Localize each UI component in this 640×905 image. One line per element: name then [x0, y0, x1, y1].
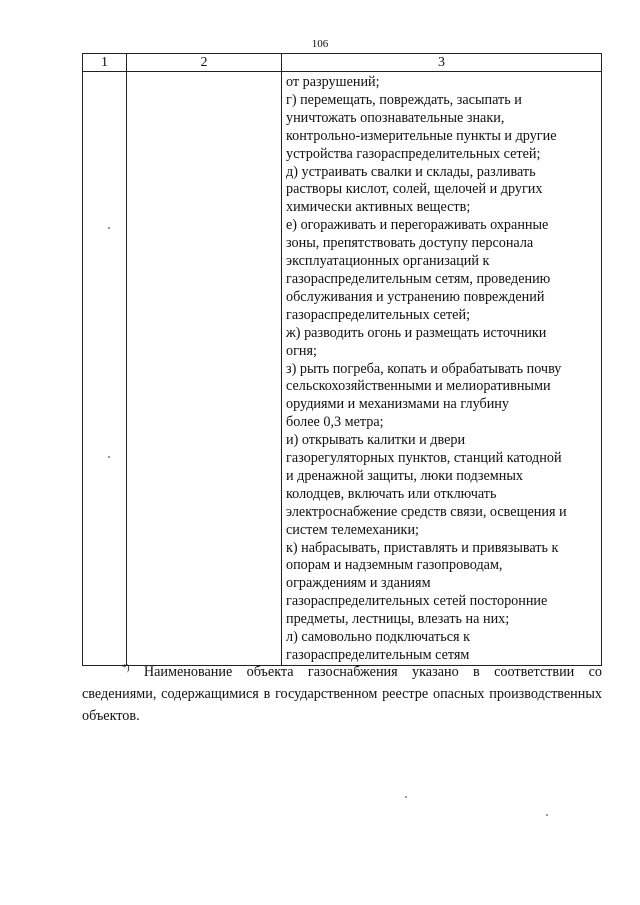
text-line: контрольно-измерительные пункты и другие	[286, 127, 557, 144]
document-table	[82, 53, 602, 666]
text-line: газораспределительных сетей;	[286, 306, 471, 323]
text-line: обслуживания и устранению повреждений	[286, 288, 545, 305]
text-line: уничтожать опознавательные знаки,	[286, 109, 505, 126]
footnote-text: Наименование объекта газоснабжения указано в соответствии со сведениями, содержащимися в государственном реестре опасных производственных объектов.	[82, 664, 603, 724]
text-line: растворы кислот, солей, щелочей и других	[286, 181, 543, 198]
text-line: опорам и надземным газопроводам,	[286, 557, 503, 574]
text-line: газорегуляторных пунктов, станций катодной	[286, 450, 562, 467]
text-line: химически активных веществ;	[286, 199, 471, 216]
table-header-row	[83, 54, 602, 72]
text-line: систем телемеханики;	[286, 521, 419, 538]
footnote-marker: *)	[122, 662, 130, 673]
text-line: предметы, лестницы, влезать на них;	[286, 611, 510, 628]
text-line: ограждениям и зданиям	[286, 575, 431, 592]
column-3-cell	[282, 72, 602, 666]
page-number: 106	[311, 38, 329, 50]
footnote	[82, 661, 602, 727]
text-line: орудиями и механизмами на глубину	[286, 396, 509, 413]
column-3-text	[282, 72, 601, 665]
scan-speck	[108, 456, 110, 458]
scan-speck	[108, 227, 110, 229]
column-2-header: 2	[127, 54, 282, 72]
text-line: г) перемещать, повреждать, засыпать и	[286, 91, 522, 108]
column-1-header: 1	[83, 54, 127, 72]
text-line: от разрушений;	[286, 74, 380, 90]
column-2-cell	[127, 72, 282, 666]
column-3-header: 3	[282, 54, 602, 72]
text-line: огня;	[286, 342, 317, 359]
text-line: эксплуатационных организаций к	[286, 253, 490, 270]
text-line: ж) разводить огонь и размещать источники	[286, 324, 547, 341]
text-line: з) рыть погреба, копать и обрабатывать почву	[286, 360, 562, 377]
scan-speck	[405, 796, 407, 798]
text-line: л) самовольно подключаться к	[286, 629, 471, 646]
text-line: зоны, препятствовать доступу персонала	[286, 235, 534, 252]
text-line: газораспределительных сетей посторонние	[286, 593, 548, 610]
table-row	[83, 72, 602, 666]
text-line: газораспределительным сетям, проведению	[286, 270, 551, 287]
text-line: сельскохозяйственными и мелиоративными	[286, 378, 551, 395]
text-line: и) открывать калитки и двери	[286, 432, 466, 449]
scan-speck	[546, 814, 548, 816]
text-line: более 0,3 метра;	[286, 414, 384, 431]
text-line: устройства газораспределительных сетей;	[286, 145, 541, 162]
text-line: д) устраивать свалки и склады, разливать	[286, 163, 536, 180]
text-line: е) огораживать и перегораживать охранные	[286, 217, 549, 234]
text-line: и дренажной защиты, люки подземных	[286, 467, 523, 484]
text-line: электроснабжение средств связи, освещения и	[286, 503, 567, 520]
column-1-cell	[83, 72, 127, 666]
text-line: газораспределительным сетям	[286, 647, 470, 663]
text-line: к) набрасывать, приставлять и привязывать к	[286, 539, 559, 556]
text-line: колодцев, включать или отключать	[286, 485, 497, 502]
